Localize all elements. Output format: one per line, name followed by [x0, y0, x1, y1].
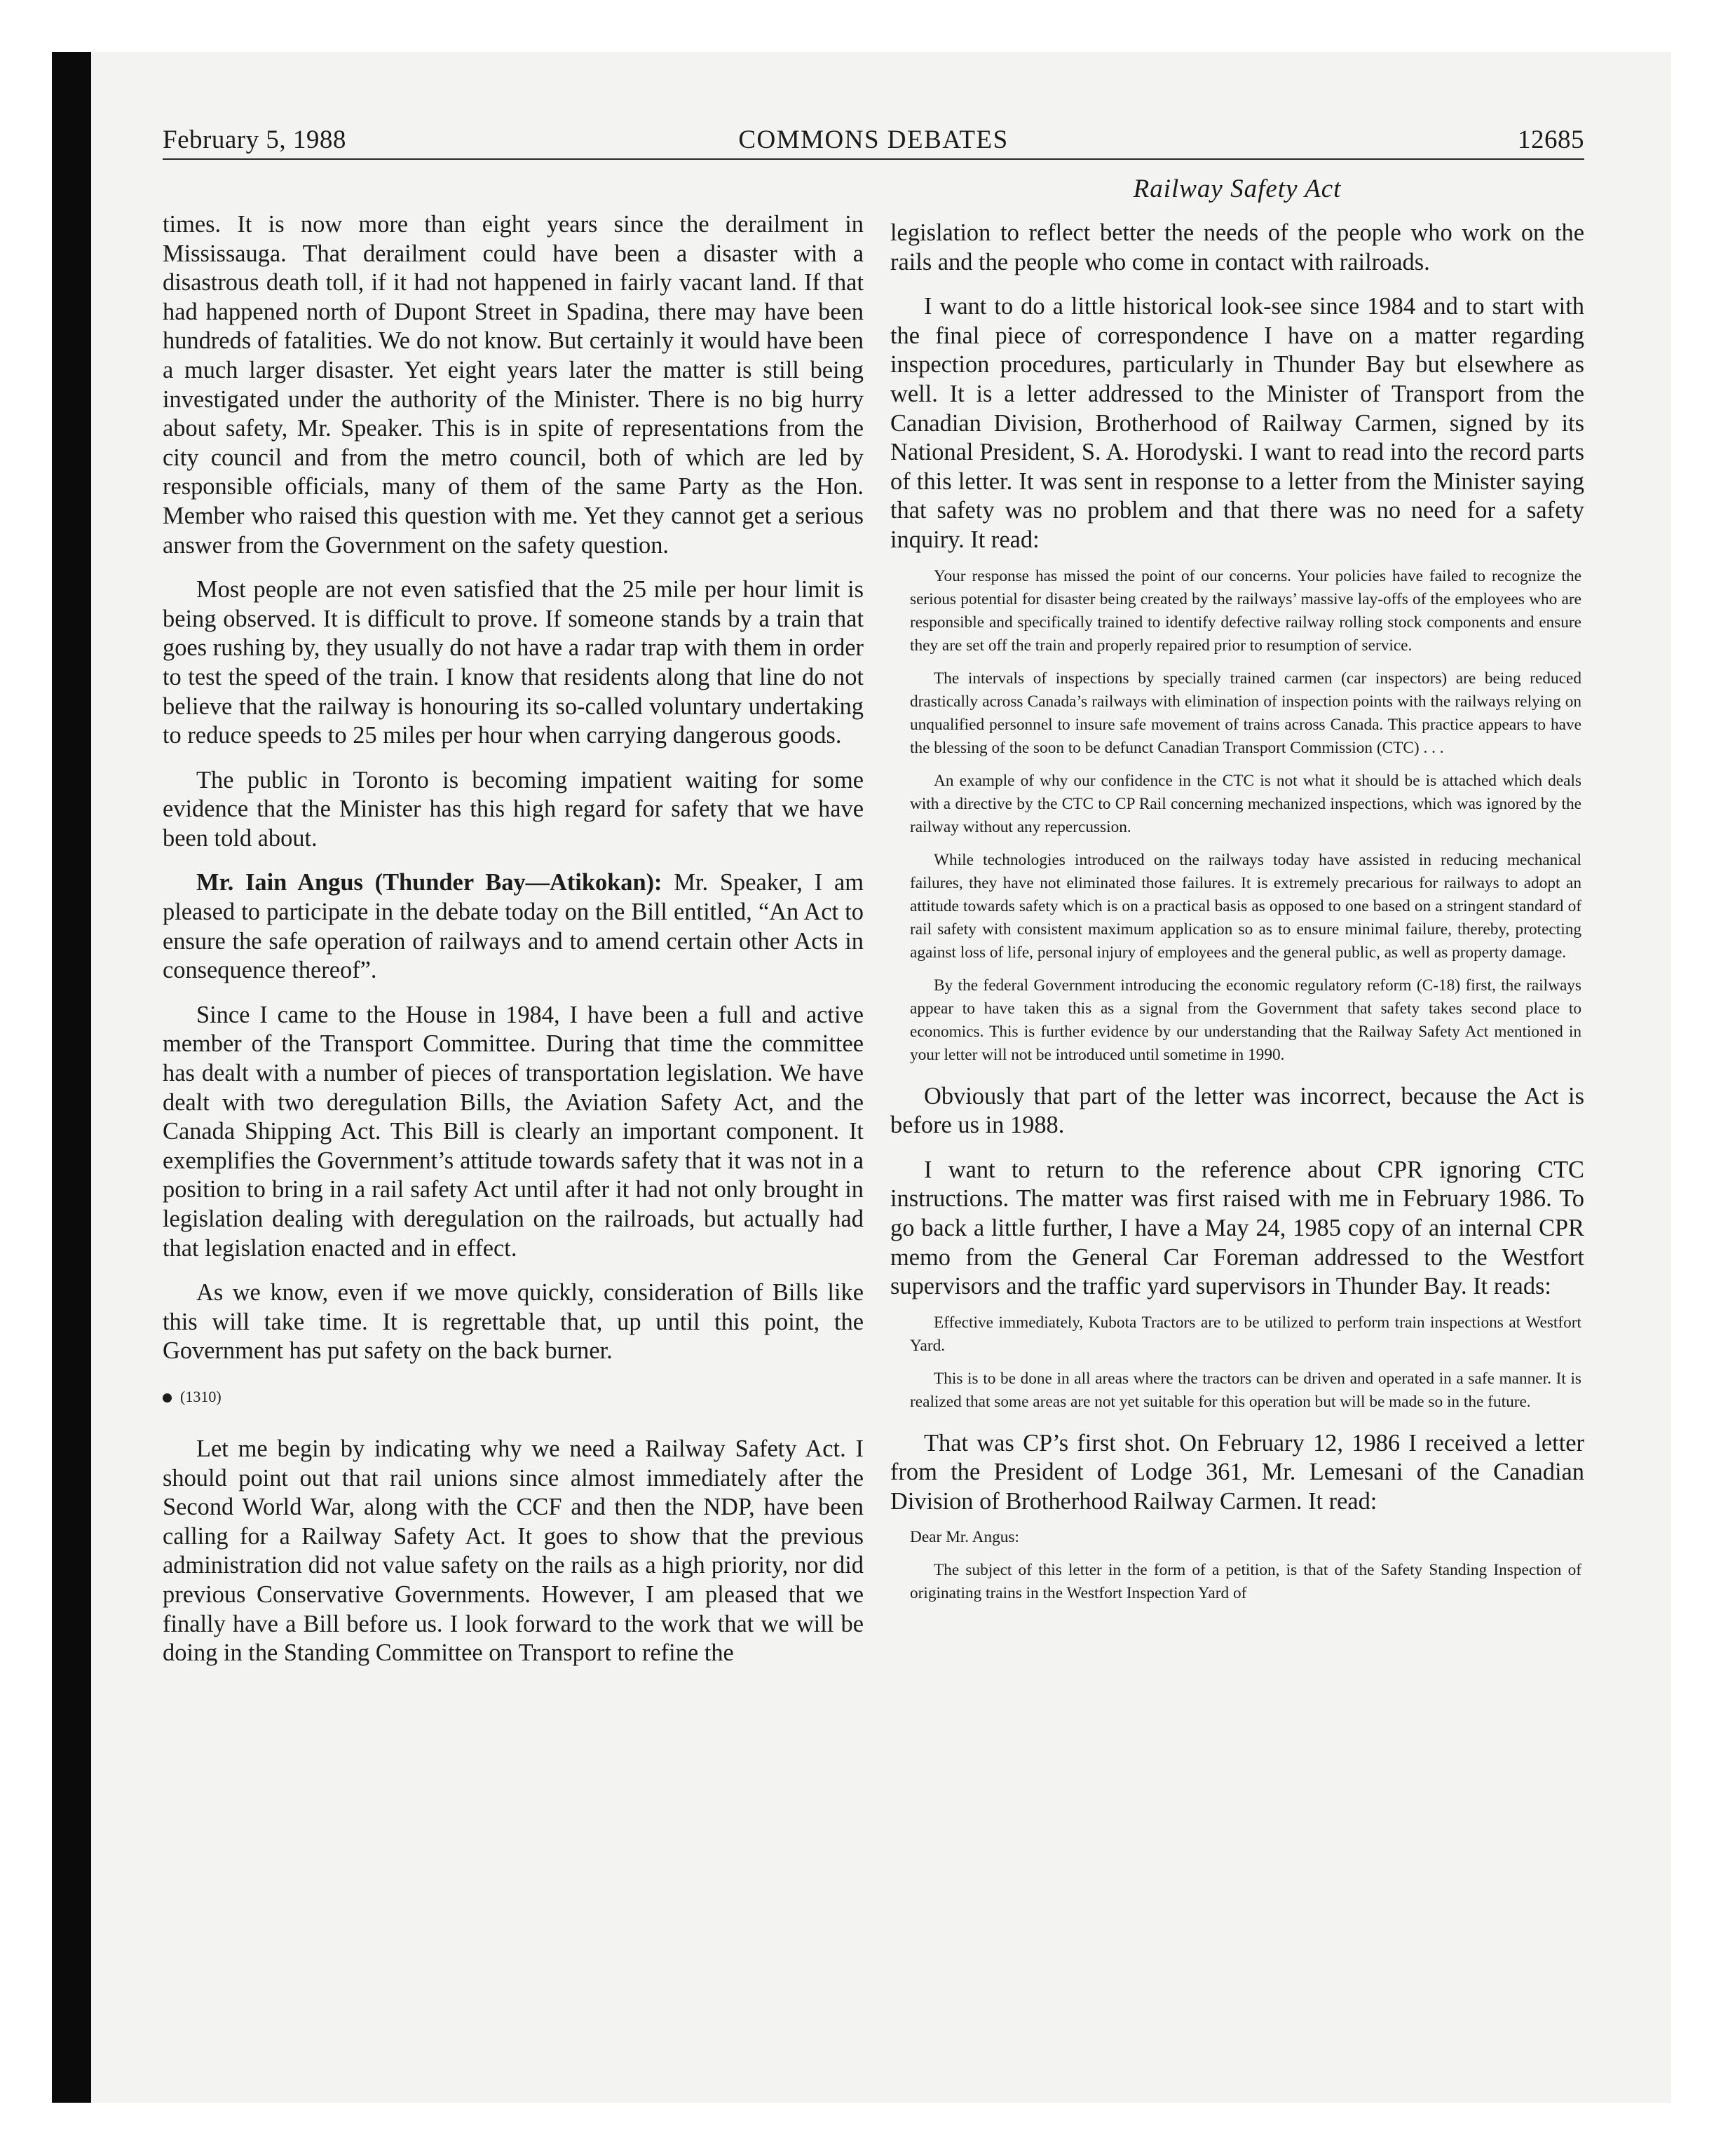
quoted-paragraph: By the federal Government introducing the economic regulatory reform (C-18) first, the railways appear to have taken this as a signal from the Government that safety takes second place to economics. This is further evidence by our understanding that the Railway Safety Act mentioned in your letter will not be introduced until sometime in 1990. [910, 976, 1581, 1064]
header-date: February 5, 1988 [163, 125, 346, 154]
paragraph: Let me begin by indicating why we need a Railway Safety Act. I should point out that rail unions since almost immediately after the Second World War, along with the CCF and then the NDP, have been calling for a Railway Safety Act. It goes to show that the previous administration did not value safety on the rails as a high priority, nor did previous Conservative Governments. However, I am pleased that we finally have a Bill before us. I look forward to the work that we will be doing in the Standing Committee on Transport to refine the [163, 1435, 864, 1667]
quoted-paragraph: The intervals of inspections by specially trained carmen (car inspectors) are being reduced drastically across Canada’s railways with elimination of inspection points with the railways relying on unqualified personnel to insure safe movement of trains across Canada. This practice appears to have the blessing of the soon to be defunct Canadian Transport Commission (CTC) . . . [910, 669, 1581, 757]
header-page-number: 12685 [1518, 125, 1584, 154]
time-stamp-text: (1310) [180, 1387, 222, 1405]
letter-salutation: Dear Mr. Angus: [910, 1528, 1019, 1547]
paragraph: legislation to reflect better the needs of the people who work on the rails and the people who come in contact with railroads. [890, 219, 1584, 275]
paragraph: As we know, even if we move quickly, consideration of Bills like this will take time. It is regrettable that, up until this point, the Government has put safety on the back burner. [163, 1279, 864, 1365]
paragraph: Since I came to the House in 1984, I have been a full and active member of the Transport Committee. During that time the committee has dealt with a number of pieces of transportation legislation. We have dealt with two deregulation Bills, the Aviation Safety Act, and the Canada Shipping Act. This Bill is clearly an important component. It exemplifies the Government’s attitude towards safety that it was not in a position to bring in a rail safety Act until after it had not only brought in legislation dealing with deregulation on the railroads, but actually had that legislation enacted and in effect. [163, 1001, 864, 1262]
bullet-icon [163, 1393, 172, 1403]
speech-paragraph [163, 868, 864, 985]
quoted-paragraph: This is to be done in all areas where the tractors can be driven and operated in a safe manner. It is realized that some areas are not yet suitable for this operation but will be made so in the future. [910, 1369, 1581, 1411]
quoted-paragraph: Effective immediately, Kubota Tractors are to be utilized to perform train inspections at Westfort Yard. [910, 1313, 1581, 1355]
paragraph: times. It is now more than eight years since the derailment in Mississauga. That derailment could have been a disaster with a disastrous death toll, if it had not happened in fairly vacant land. If that had happened north of Dupont Street in Spadina, there may have been hundreds of fatalities. We do not know. But certainly it would have been a much larger disaster. Yet eight years later the matter is still being investigated under the authority of the Minister. There is no big hurry about safety, Mr. Speaker. This is in spite of representations from the city council and from the metro council, both of which are led by responsible officials, many of them of the same Party as the Hon. Member who raised this question with me. Yet they cannot get a serious answer from the Government on the safety question. [163, 211, 864, 559]
paragraph: Most people are not even satisfied that the 25 mile per hour limit is being observed. It is difficult to prove. If someone stands by a train that goes rushing by, they usually do not have a radar trap with them in order to test the speed of the train. I know that residents along that line do not believe that the railway is honouring its so-called voluntary undertaking to reduce speeds to 25 miles per hour when carrying dangerous goods. [163, 576, 864, 749]
paragraph: I want to return to the reference about CPR ignoring CTC instructions. The matter was first raised with me in February 1986. To go back a little further, I have a May 24, 1985 copy of an internal CPR memo from the General Car Foreman addressed to the Westfort supervisors and the traffic yard supervisors in Thunder Bay. It reads: [890, 1156, 1584, 1300]
scan-edge-shadow [52, 52, 91, 2103]
quoted-paragraph: The subject of this letter in the form of a petition, is that of the Safety Standing Inspection of originating trains in the Westfort Inspection Yard of [910, 1561, 1581, 1603]
right-column [890, 219, 1584, 1605]
paragraph: That was CP’s first shot. On February 12, 1986 I received a letter from the President of Lodge 361, Mr. Lemesani of the Canadian Division of Brotherhood Railway Carmen. It read: [890, 1429, 1584, 1515]
left-column [163, 210, 864, 1668]
running-head [163, 125, 1584, 160]
speaker-name: Mr. Iain Angus (Thunder Bay—Atikokan): [196, 869, 662, 896]
quoted-paragraph: An example of why our confidence in the CTC is not what it should be is attached which deals with a directive by the CTC to CP Rail concerning mechanized inspections, which was ignored by the railway without any repercussion. [910, 771, 1581, 836]
header-publication: COMMONS DEBATES [738, 125, 1009, 154]
paragraph: Obviously that part of the letter was incorrect, because the Act is before us in 1988. [890, 1082, 1584, 1139]
paragraph: The public in Toronto is becoming impatient waiting for some evidence that the Minister has this high regard for safety that we have been told about. [163, 766, 864, 852]
paragraph: I want to do a little historical look-see since 1984 and to start with the final piece of correspondence I have on a matter regarding inspection procedures, particularly in Thunder Bay but elsewhere as well. It is a letter addressed to the Minister of Transport from the Canadian Division, Brotherhood of Railway Carmen, signed by its National President, S. A. Horodyski. I want to read into the record parts of this letter. It was sent in response to a letter from the Minister saying that safety was no problem and that there was no need for a safety inquiry. It read: [890, 293, 1584, 553]
header-rule [163, 158, 1584, 160]
section-title: Railway Safety Act [1133, 175, 1342, 203]
quoted-paragraph: Your response has missed the point of our concerns. Your policies have failed to recognize the serious potential for disaster being created by the railways’ massive lay-offs of the employees who are responsible and specifically trained to identify defective railway rolling stock components and ensure they are set off the train and properly repaired prior to resumption of service. [910, 566, 1581, 655]
speech-text: Mr. Speaker, I am pleased to participate in the debate today on the Bill entitled, “An Act to ensure the safe operation of railways and to amend certain other Acts in consequence thereof”. [163, 869, 864, 984]
quoted-paragraph: While technologies introduced on the railways today have assisted in reducing mechanical failures, they have not eliminated those failures. It is extremely precarious for railways to adopt an attitude towards safety which is on a practical basis as opposed to one based on a stringent standard of rail safety with consistent maximum application so as to ensure minimal failure, thereby, protecting against loss of life, personal injury of employees and the general public, as well as property damage. [910, 850, 1581, 962]
time-stamp [163, 1387, 864, 1407]
